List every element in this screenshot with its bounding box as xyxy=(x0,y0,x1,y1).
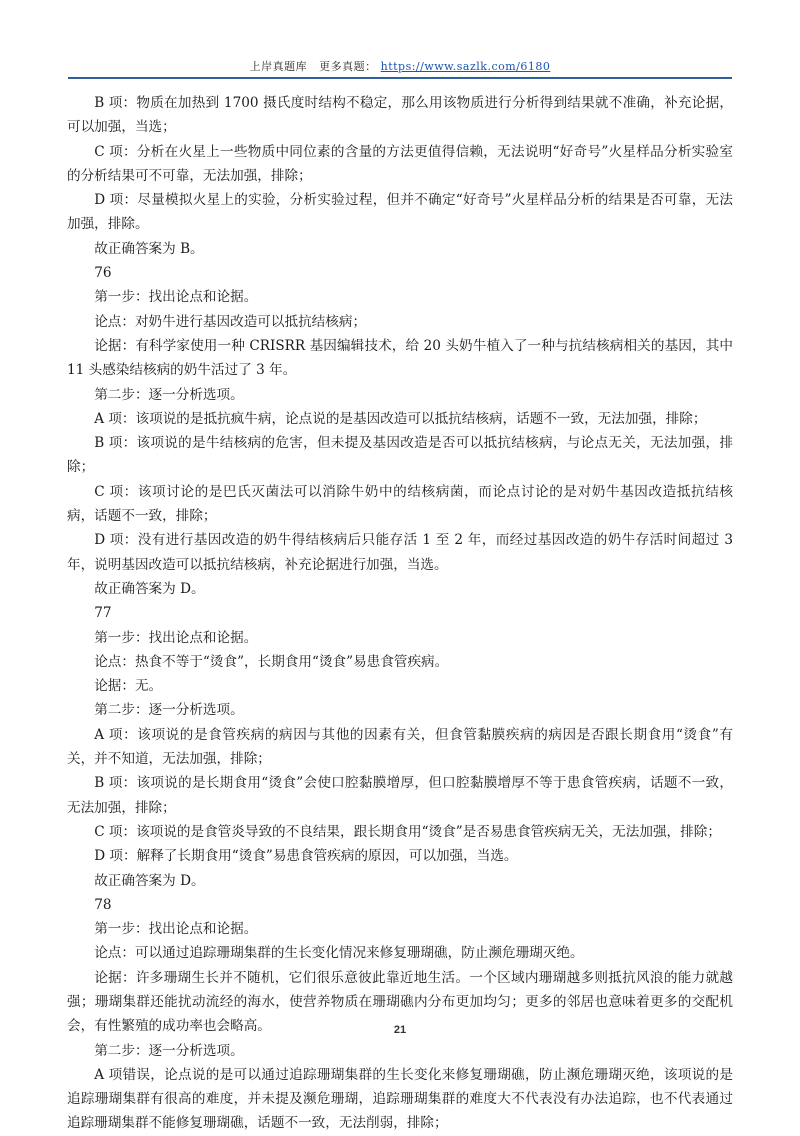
paragraph: B 项：物质在加热到 1700 摄氏度时结构不稳定，那么用该物质进行分析得到结果就不准确，补充论据，可以加强，当选； xyxy=(67,95,733,136)
paragraph: 论据：许多珊瑚生长并不随机，它们很乐意彼此靠近地生活。一个区域内珊瑚越多则抵抗风浪的能力就越强；珊瑚集群还能扰动流经的海水，使营养物质在珊瑚礁内分布更加均匀；更多的邻居也意味着更多的交配机会，有性繁殖的成功率也会略高。 xyxy=(67,969,733,1035)
paragraph: D 项：尽量模拟火星上的实验，分析实验过程，但并不确定“好奇号”火星样品分析的结果是否可靠，无法加强，排除。 xyxy=(67,192,733,233)
paragraph: A 项：该项说的是抵抗疯牛病，论点说的是基因改造可以抵抗结核病，话题不一致，无法加强，排除； xyxy=(94,410,707,427)
paragraph: 论点：对奶牛进行基因改造可以抵抗结核病； xyxy=(94,313,367,330)
paragraph: 论点：热食不等于“烫食”，长期食用“烫食”易患食管疾病。 xyxy=(94,653,449,670)
paragraph: 第一步：找出论点和论据。 xyxy=(94,921,258,938)
paragraph: 故正确答案为 D。 xyxy=(94,872,205,889)
header-site-name: 上岸真题库 xyxy=(249,60,308,73)
paragraph: 第二步：逐一分析选项。 xyxy=(94,702,244,719)
paragraph: B 项：该项说的是长期食用“烫食”会使口腔黏膜增厚，但口腔黏膜增厚不等于患食管疾病，话题不一致，无法加强，排除； xyxy=(67,775,733,816)
page-number: 21 xyxy=(393,1024,407,1036)
paragraph: A 项：该项说的是食管疾病的病因与其他的因素有关，但食管黏膜疾病的病因是否跟长期食用“烫食”有关，并不知道，无法加强，排除； xyxy=(67,726,733,768)
paragraph: C 项：该项讨论的是巴氏灭菌法可以消除牛奶中的结核病菌，而论点讨论的是对奶牛基因改造抵抗结核病，话题不一致，排除； xyxy=(67,483,733,525)
paragraph: D 项：解释了长期食用“烫食”易患食管疾病的原因，可以加强，当选。 xyxy=(94,848,518,865)
paragraph: B 项：该项说的是牛结核病的危害，但未提及基因改造是否可以抵抗结核病，与论点无关，无法加强，排除； xyxy=(67,435,733,476)
paragraph: 76 xyxy=(94,265,112,282)
paragraph: 第二步：逐一分析选项。 xyxy=(94,1042,244,1059)
header-more-label: 更多真题： xyxy=(319,60,377,73)
paragraph: C 项：分析在火星上一些物质中同位素的含量的方法更值得信赖，无法说明“好奇号”火星样品分析实验室的分析结果可不可靠，无法加强，排除； xyxy=(67,143,733,184)
paragraph: D 项：没有进行基因改造的奶牛得结核病后只能存活 1 至 2 年，而经过基因改造的奶牛存活时间超过 3 年，说明基因改造可以抵抗结核病，补充论据进行加强，当选。 xyxy=(67,532,733,573)
paragraph: 第一步：找出论点和论据。 xyxy=(94,629,258,646)
paragraph: 第一步：找出论点和论据。 xyxy=(94,289,258,306)
paragraph: A 项错误，论点说的是可以通过追踪珊瑚集群的生长变化来修复珊瑚礁，防止濒危珊瑚灭绝，该项说的是追踪珊瑚集群有很高的难度，并未提及濒危珊瑚，追踪珊瑚集群的难度大不代表没有办法追踪，也不代表通过追踪珊瑚集群不能修复珊瑚礁，话题不一致，无法削弱，排除； xyxy=(67,1066,733,1132)
header-divider xyxy=(68,77,732,79)
paragraph: 论据：无。 xyxy=(94,678,163,695)
paragraph: 77 xyxy=(94,605,112,622)
paragraph: 78 xyxy=(94,896,112,913)
paragraph: C 项：该项说的是食管炎导致的不良结果，跟长期食用“烫食”是否易患食管疾病无关，无法加强，排除； xyxy=(94,823,721,840)
paragraph: 故正确答案为 D。 xyxy=(94,580,205,597)
paragraph: 论点：可以通过追踪珊瑚集群的生长变化情况来修复珊瑚礁，防止濒危珊瑚灭绝。 xyxy=(94,945,584,962)
page-header xyxy=(0,58,800,74)
paragraph: 故正确答案为 B。 xyxy=(94,240,204,257)
document-body xyxy=(67,91,733,1136)
paragraph: 第二步：逐一分析选项。 xyxy=(94,386,244,403)
header-url-link[interactable]: https://www.sazlk.com/6180 xyxy=(380,60,551,73)
paragraph: 论据：有科学家使用一种 CRISRR 基因编辑技术，给 20 头奶牛植入了一种与抗结核病相关的基因，其中 11 头感染结核病的奶牛活过了 3 年。 xyxy=(67,337,733,379)
